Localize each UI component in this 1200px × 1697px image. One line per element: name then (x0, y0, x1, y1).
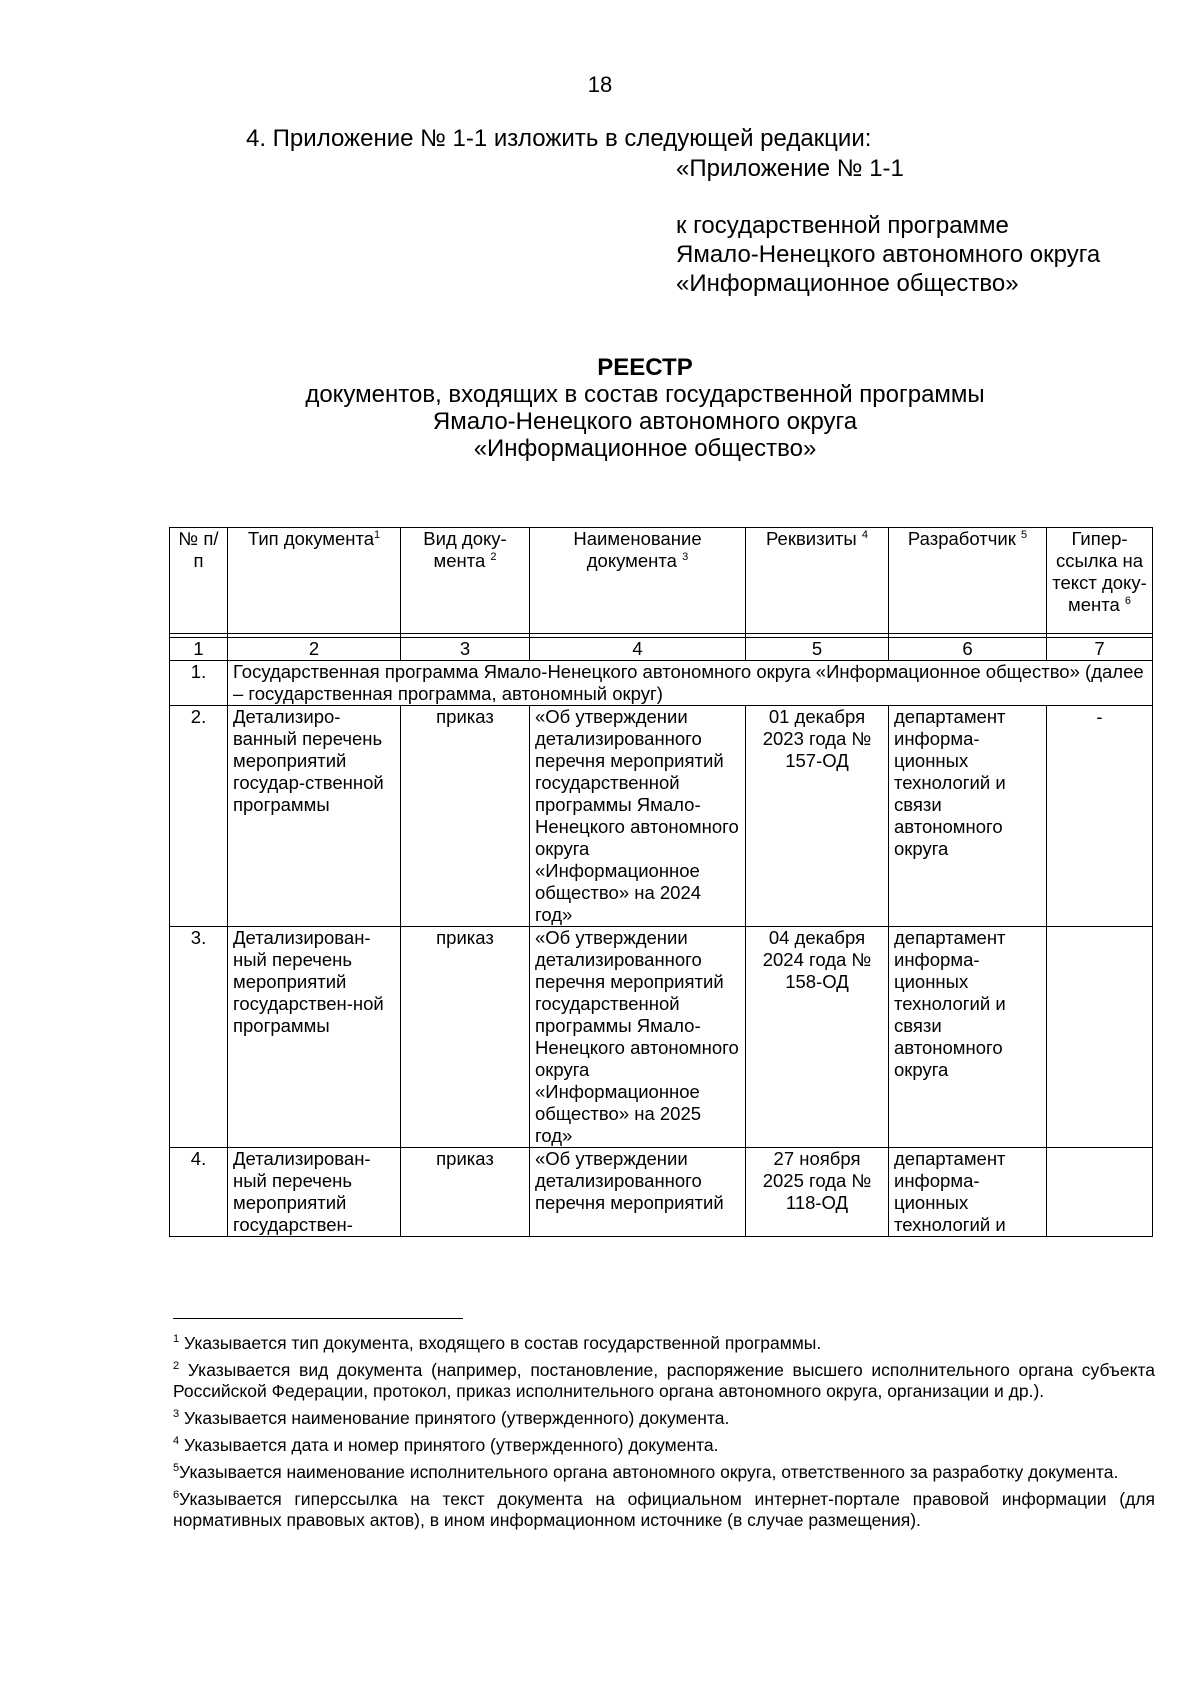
footnotes (173, 1333, 1155, 1537)
footnote: $^6$Указывается гиперссылка на текст документа на официальном интернет-портале правовой информации (для нормативных правовых актов), в ином информационном источнике (в случае размещения). (173, 1489, 1155, 1530)
column-number: 7 (1047, 638, 1153, 661)
header-cell: Тип документа$^1$ (228, 528, 401, 634)
document-link (1047, 1148, 1153, 1237)
document-type: Детализирован-ный перечень мероприятий государствен-ной программы (228, 927, 401, 1148)
registry-title (240, 354, 1050, 462)
header-cell: № п/п (170, 528, 228, 634)
header-cell: Реквизиты $^4$ (746, 528, 889, 634)
header-cell: Гипер-ссылка на текст доку-мента $^6$ (1047, 528, 1153, 634)
column-number: 6 (889, 638, 1047, 661)
column-number: 1 (170, 638, 228, 661)
section-row (170, 661, 1153, 706)
document-link (1047, 927, 1153, 1148)
column-number: 2 (228, 638, 401, 661)
document-developer: департамент информа-ционных технологий и связи автономного округа (889, 706, 1047, 927)
row-number: 4. (170, 1148, 228, 1237)
appendix-line: к государственной программе (676, 212, 1009, 239)
header-cell: Наименование документа $^3$ (530, 528, 746, 634)
row-number: 1. (170, 661, 228, 706)
appendix-line: «Информационное общество» (676, 270, 1019, 297)
column-number: 5 (746, 638, 889, 661)
registry-heading: РЕЕСТР (597, 354, 693, 381)
footnote-separator (173, 1318, 463, 1319)
registry-subtitle-line: Ямало-Ненецкого автономного округа (432, 408, 858, 435)
document-kind: приказ (401, 706, 530, 927)
registry-subtitle-line: «Информационное общество» (473, 435, 817, 462)
table-header-row (170, 528, 1153, 634)
table-row (170, 1148, 1153, 1237)
appendix-reference (676, 211, 1100, 298)
row-number: 2. (170, 706, 228, 927)
column-number-row (170, 638, 1153, 661)
document-requisites: 27 ноября 2025 года № 118-ОД (746, 1148, 889, 1237)
document-developer: департамент информа-ционных технологий и (889, 1148, 1047, 1237)
appendix-label: «Приложение № 1-1 (676, 155, 904, 182)
amendment-paragraph: 4. Приложение № 1-1 изложить в следующей редакции: (246, 125, 872, 152)
page-number: 18 (587, 72, 613, 97)
registry-subtitle-line: документов, входящих в состав государственной программы (305, 381, 985, 408)
document-name: «Об утверждении детализированного перечня мероприятий государственной программы Ямало-Ненецкого автономного округа «Информационное общество» на 2024 год» (530, 706, 746, 927)
footnote: $^1$ Указывается тип документа, входящего в состав государственной программы. (173, 1333, 822, 1353)
appendix-line: Ямало-Ненецкого автономного округа (676, 241, 1101, 268)
table-row (170, 706, 1153, 927)
footnote: $^4$ Указывается дата и номер принятого (утвержденного) документа. (173, 1435, 719, 1455)
document-type: Детализирован-ный перечень мероприятий государствен- (228, 1148, 401, 1237)
document-name: «Об утверждении детализированного перечня мероприятий (530, 1148, 746, 1237)
document-kind: приказ (401, 1148, 530, 1237)
footnote: $^3$ Указывается наименование принятого (утвержденного) документа. (173, 1408, 730, 1428)
section-title: Государственная программа Ямало-Ненецкого автономного округа «Информационное общество» (далее – государственная программа, автономный округ) (228, 661, 1153, 706)
row-number: 3. (170, 927, 228, 1148)
document-developer: департамент информа-ционных технологий и связи автономного округа (889, 927, 1047, 1148)
registry-table (169, 527, 1153, 1237)
document-requisites: 04 декабря 2024 года № 158-ОД (746, 927, 889, 1148)
document-link: - (1047, 706, 1153, 927)
document-type: Детализиро-ванный перечень мероприятий государ-ственной программы (228, 706, 401, 927)
footnote: $^5$Указывается наименование исполнительного органа автономного округа, ответственного за разработку документа. (173, 1462, 1119, 1482)
column-number: 4 (530, 638, 746, 661)
document-requisites: 01 декабря 2023 года № 157-ОД (746, 706, 889, 927)
header-cell: Вид доку-мента $^2$ (401, 528, 530, 634)
header-cell: Разработчик $^5$ (889, 528, 1047, 634)
footnote: $^2$ Указывается вид документа (например, постановление, распоряжение высшего исполнительного органа субъекта Российской Федерации, протокол, приказ исполнительного органа автономного округа, организации и др.). (173, 1360, 1155, 1401)
document-name: «Об утверждении детализированного перечня мероприятий государственной программы Ямало-Ненецкого автономного округа «Информационное общество» на 2025 год» (530, 927, 746, 1148)
column-number: 3 (401, 638, 530, 661)
document-kind: приказ (401, 927, 530, 1148)
table-row (170, 927, 1153, 1148)
